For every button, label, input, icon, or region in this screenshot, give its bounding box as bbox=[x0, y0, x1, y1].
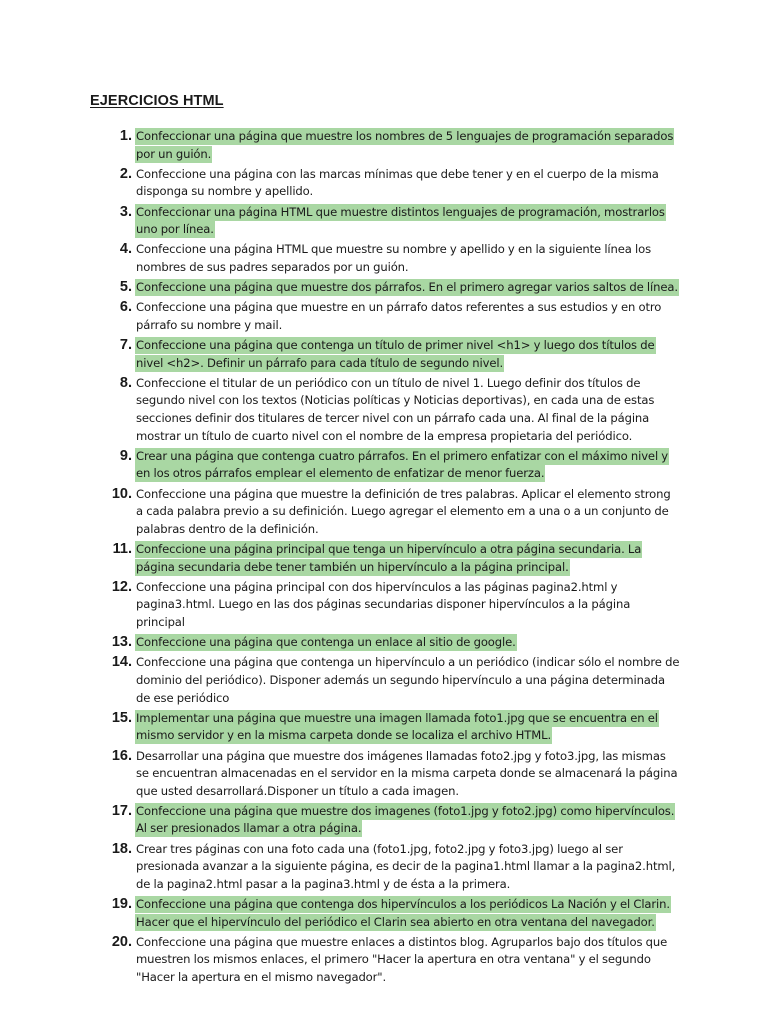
exercise-item bbox=[0, 375, 768, 445]
exercise-item bbox=[0, 896, 768, 931]
exercise-item bbox=[0, 634, 768, 652]
highlighted-text: Confeccione una página que contenga dos hipervínculos a los periódicos La Nación y el Clarin. Hacer que el hipervínculo del periódico el Clarin sea abierto en otra ventana del navegador. bbox=[136, 897, 670, 929]
exercise-item bbox=[0, 337, 768, 372]
highlighted-text: Confeccione una página que muestre dos imagenes (foto1.jpg y foto2.jpg) como hipervínculos. Al ser presionados llamar a otra página. bbox=[136, 803, 675, 836]
plain-text: Desarrollar una página que muestre dos imágenes llamadas foto2.jpg y foto3.jpg, las mismas se encuentran almacenadas en el servidor en la misma carpeta donde se almacenará la página que usted desarrollará.Disponer un título a cada imagen. bbox=[136, 748, 678, 798]
exercise-number: 9. bbox=[119, 447, 132, 464]
exercise-text bbox=[135, 299, 680, 334]
exercise-item bbox=[0, 803, 768, 838]
exercise-text bbox=[135, 486, 680, 539]
highlighted-text: Confeccione una página que contenga un título de primer nivel <h1> y luego dos títulos de nivel <h2>. Definir un párrafo para cada título de segundo nivel. bbox=[136, 338, 655, 370]
highlighted-text: Confeccionar una página HTML que muestre distintos lenguajes de programación, mostrarlos uno por línea. bbox=[136, 204, 665, 237]
exercise-number: 10. bbox=[111, 485, 132, 502]
exercise-text bbox=[135, 448, 680, 483]
page-title: EJERCICIOS HTML bbox=[90, 93, 224, 109]
exercise-item bbox=[0, 710, 768, 745]
plain-text: Confeccione una página que muestre la definición de tres palabras. Aplicar el elemento strong a cada palabra previo a su definición. Luego agregar el elemento em a una o a un conjunto de palabras dentro de la definición. bbox=[136, 486, 671, 536]
exercise-number: 2. bbox=[119, 165, 132, 182]
exercise-number: 4. bbox=[119, 241, 132, 258]
exercise-list bbox=[0, 128, 768, 989]
exercise-number: 8. bbox=[119, 374, 132, 391]
highlighted-text: Confeccione una página que contenga un enlace al sitio de google. bbox=[136, 635, 516, 650]
highlighted-text: Confeccione una página que muestre dos párrafos. En el primero agregar varios saltos de línea. bbox=[136, 280, 678, 295]
exercise-number: 3. bbox=[119, 203, 132, 220]
exercise-text bbox=[135, 896, 680, 931]
exercise-text bbox=[135, 579, 680, 632]
exercise-text bbox=[135, 654, 680, 707]
exercise-text bbox=[135, 128, 680, 163]
exercise-text bbox=[135, 541, 680, 576]
exercise-item bbox=[0, 241, 768, 276]
exercise-text bbox=[135, 748, 680, 801]
exercise-text bbox=[135, 279, 680, 297]
exercise-text bbox=[135, 841, 680, 894]
highlighted-text: Implementar una página que muestre una imagen llamada foto1.jpg que se encuentra en el mismo servidor y en la misma carpeta donde se localiza el archivo HTML. bbox=[136, 710, 658, 743]
exercise-text bbox=[135, 375, 680, 445]
exercise-item bbox=[0, 841, 768, 894]
exercise-number: 13. bbox=[111, 634, 132, 651]
exercise-text bbox=[135, 634, 680, 652]
exercise-text bbox=[135, 803, 680, 838]
plain-text: Confeccione una página que contenga un hipervínculo a un periódico (indicar sólo el nombre de dominio del periódico). Disponer además un segundo hipervínculo a una página determinada de ese periódico bbox=[136, 655, 680, 705]
exercise-item bbox=[0, 279, 768, 297]
exercise-number: 7. bbox=[119, 337, 132, 354]
exercise-number: 6. bbox=[119, 299, 132, 316]
plain-text: Confeccione una página que muestre enlaces a distintos blog. Agruparlos bajo dos títulos que muestren los mismos enlaces, el primero "Hacer la apertura en otra ventana" y el segundo "Hacer la apertura en el mismo navegador". bbox=[136, 934, 668, 984]
exercise-item bbox=[0, 486, 768, 539]
exercise-item bbox=[0, 748, 768, 801]
plain-text: Confeccione una página principal con dos hipervínculos a las páginas pagina2.html y pagina3.html. Luego en las dos páginas secundarias disponer hipervínculos a la página principal bbox=[136, 579, 631, 629]
exercise-item bbox=[0, 128, 768, 163]
plain-text: Confeccione una página que muestre en un párrafo datos referentes a sus estudios y en otro párrafo su nombre y mail. bbox=[136, 300, 662, 332]
exercise-item bbox=[0, 448, 768, 483]
exercise-item bbox=[0, 579, 768, 632]
exercise-text bbox=[135, 934, 680, 987]
exercise-text bbox=[135, 337, 680, 372]
highlighted-text: Confeccione una página principal que tenga un hipervínculo a otra página secundaria. La página secundaria debe tener también un hipervínculo a la página principal. bbox=[136, 542, 642, 574]
exercise-number: 20. bbox=[111, 933, 132, 950]
exercise-text bbox=[135, 166, 680, 201]
plain-text: Crear tres páginas con una foto cada una (foto1.jpg, foto2.jpg y foto3.jpg) luego al ser presionada avanzar a la siguiente página, es decir de la pagina1.html llamar a la pagina2.html, de la pagina2.html pasar a la pagina3.html y de ésta a la primera. bbox=[136, 841, 676, 891]
exercise-number: 18. bbox=[111, 840, 132, 857]
exercise-number: 14. bbox=[111, 654, 132, 671]
plain-text: Confeccione el titular de un periódico con un título de nivel 1. Luego definir dos títulos de segundo nivel con los textos (Noticias políticas y Noticias deportivas), en cada una de estas secciones definir dos titulares de tercer nivel con un párrafo cada una. Al final de la página mostrar un título de cuarto nivel con el nombre de la empresa propietaria del periódico. bbox=[136, 375, 655, 443]
exercise-number: 15. bbox=[111, 709, 132, 726]
exercise-number: 11. bbox=[112, 541, 132, 557]
exercise-item bbox=[0, 654, 768, 707]
exercise-number: 19. bbox=[111, 896, 132, 913]
exercise-number: 16. bbox=[111, 747, 132, 764]
highlighted-text: Crear una página que contenga cuatro párrafos. En el primero enfatizar con el máximo nivel y en los otros párrafos emplear el elemento de enfatizar de menor fuerza. bbox=[136, 448, 669, 481]
plain-text: Confeccione una página HTML que muestre su nombre y apellido y en la siguiente línea los nombres de sus padres separados por un guión. bbox=[136, 242, 652, 274]
exercise-item bbox=[0, 934, 768, 987]
exercise-item bbox=[0, 541, 768, 576]
exercise-number: 17. bbox=[111, 802, 132, 819]
exercise-item bbox=[0, 299, 768, 334]
exercise-item bbox=[0, 166, 768, 201]
exercise-number: 12. bbox=[111, 578, 132, 595]
plain-text: Confeccione una página con las marcas mínimas que debe tener y en el cuerpo de la misma disponga su nombre y apellido. bbox=[136, 166, 659, 199]
exercise-number: 5. bbox=[119, 279, 132, 296]
exercise-number: 1. bbox=[119, 128, 132, 144]
highlighted-text: Confeccionar una página que muestre los nombres de 5 lenguajes de programación separados por un guión. bbox=[136, 129, 674, 161]
exercise-item bbox=[0, 204, 768, 239]
exercise-text bbox=[135, 204, 680, 239]
exercise-text bbox=[135, 241, 680, 276]
exercise-text bbox=[135, 710, 680, 745]
